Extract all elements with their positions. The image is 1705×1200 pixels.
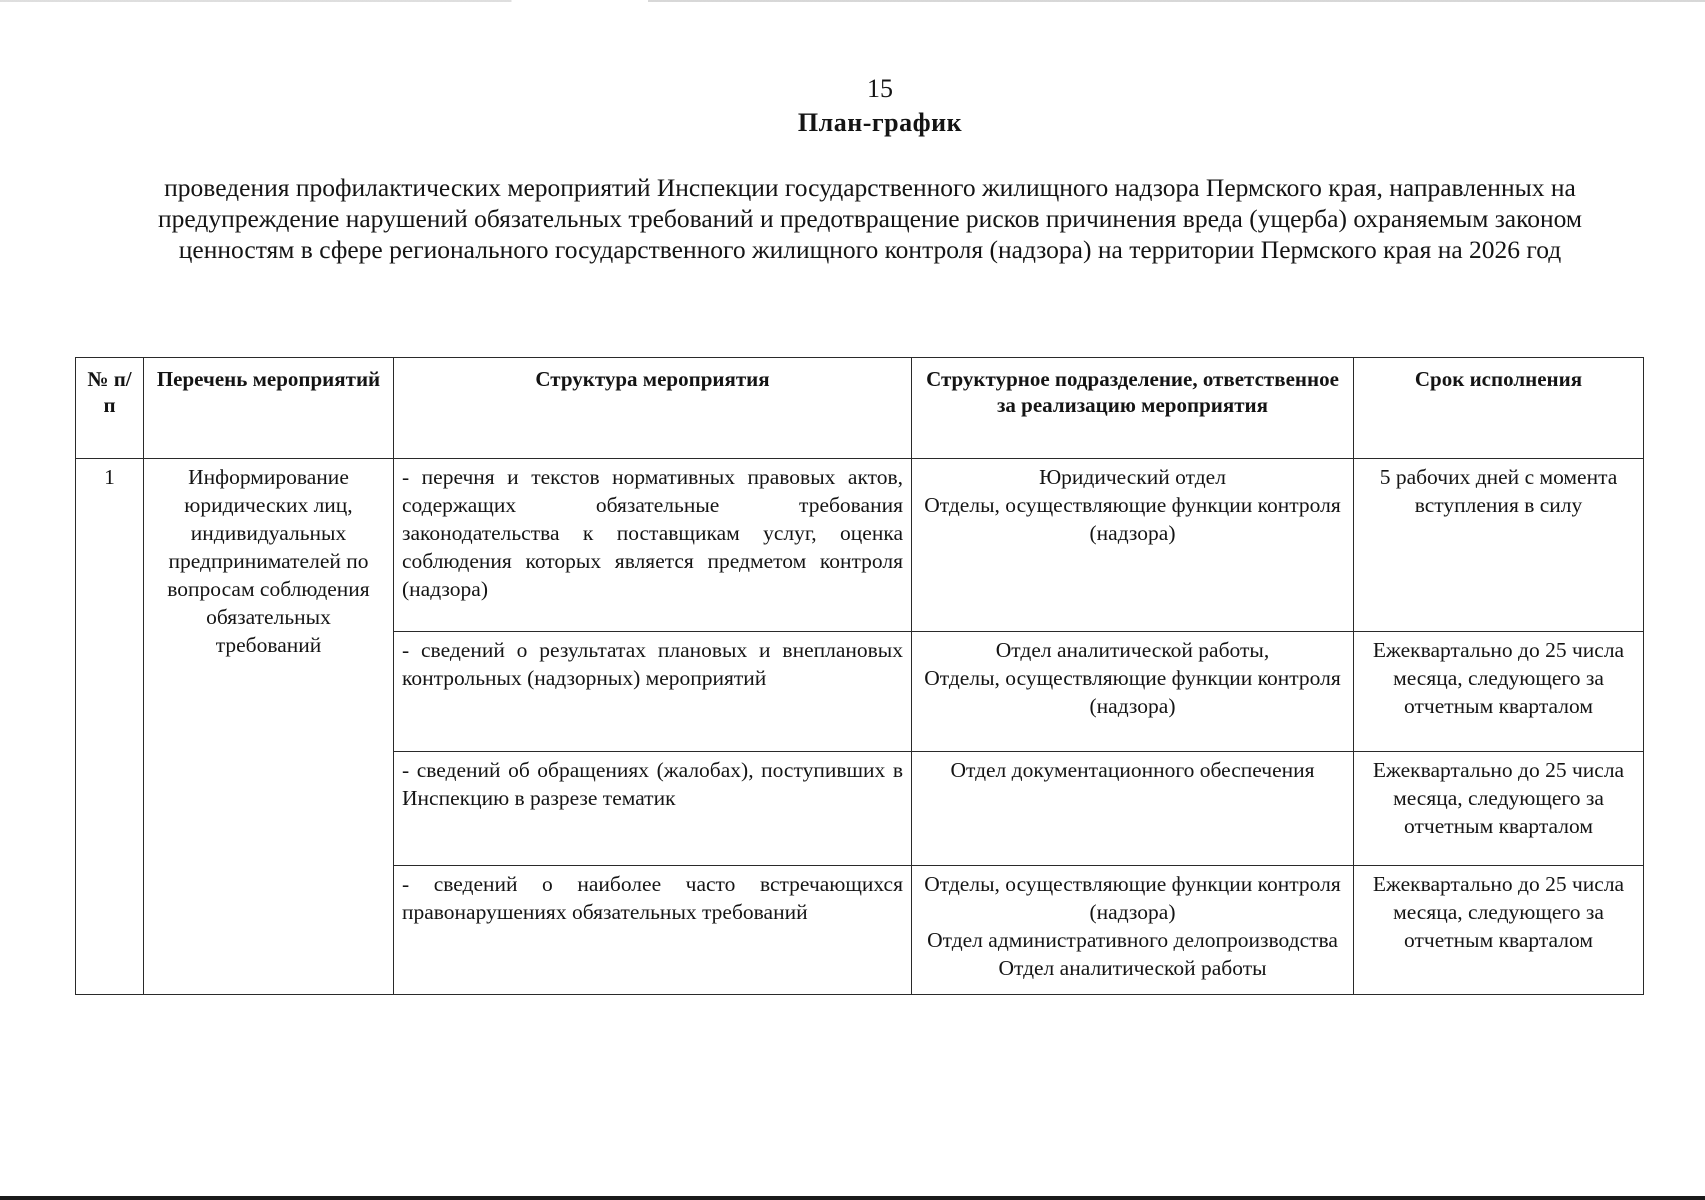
page-number: 15 (867, 74, 893, 103)
document-subtitle: проведения профилактических мероприятий Инспекции государственного жилищного надзора Пермского края, направленных на предупреждение нарушений обязательных требований и предотвращение рисков причинения вреда (ущерба) охраняемым законом ценностям в сфере регионального государственного жилищного контроля (надзора) на территории Пермского края на 2026 год (157, 173, 1583, 264)
department-line: Отделы, осуществляющие функции контроля (надзора) (924, 493, 1341, 545)
department-line: Отдел аналитической работы, (995, 638, 1270, 662)
row-department (912, 632, 1354, 752)
header-number: № п/п (76, 358, 144, 459)
department-line: Отделы, осуществляющие функции контроля (надзора) (924, 872, 1341, 924)
department-line: Отдел административного делопроизводства (927, 928, 1338, 952)
row-deadline: 5 рабочих дней с момента вступления в силу (1354, 459, 1644, 632)
department-line: Юридический отдел (1039, 465, 1226, 489)
department-line: Отдел аналитической работы (998, 956, 1267, 980)
row-deadline: Ежеквартально до 25 числа месяца, следующего за отчетным кварталом (1354, 866, 1644, 995)
row-structure: - перечня и текстов нормативных правовых актов, содержащих обязательные требования законодательства к поставщикам услуг, оценка соблюдения которых является предметом контроля (надзора) (394, 459, 912, 632)
table-row (76, 459, 1644, 632)
row-structure: - сведений о результатах плановых и внеплановых контрольных (надзорных) мероприятий (394, 632, 912, 752)
department-line: Отдел документационного обеспечения (950, 758, 1315, 782)
header-structure: Структура мероприятия (394, 358, 912, 459)
item-number: 1 (76, 459, 144, 995)
row-department (912, 866, 1354, 995)
scan-edge-top (0, 0, 1705, 2)
table-header-row (76, 358, 1644, 459)
item-activity: Информирование юридических лиц, индивидуальных предпринимателей по вопросам соблюдения обязательных требований (144, 459, 394, 995)
row-department (912, 752, 1354, 866)
scan-edge-bottom (0, 1196, 1705, 1200)
row-structure: - сведений об обращениях (жалобах), поступивших в Инспекцию в разрезе тематик (394, 752, 912, 866)
document-title: План-график (797, 108, 963, 137)
row-deadline: Ежеквартально до 25 числа месяца, следующего за отчетным кварталом (1354, 752, 1644, 866)
header-department: Структурное подразделение, ответственное за реализацию мероприятия (912, 358, 1354, 459)
plan-schedule-table (75, 357, 1644, 995)
header-activities: Перечень мероприятий (144, 358, 394, 459)
row-department (912, 459, 1354, 632)
row-deadline: Ежеквартально до 25 числа месяца, следующего за отчетным кварталом (1354, 632, 1644, 752)
row-structure: - сведений о наиболее часто встречающихся правонарушениях обязательных требований (394, 866, 912, 995)
header-deadline: Срок исполнения (1354, 358, 1644, 459)
department-line: Отделы, осуществляющие функции контроля (надзора) (924, 666, 1341, 718)
